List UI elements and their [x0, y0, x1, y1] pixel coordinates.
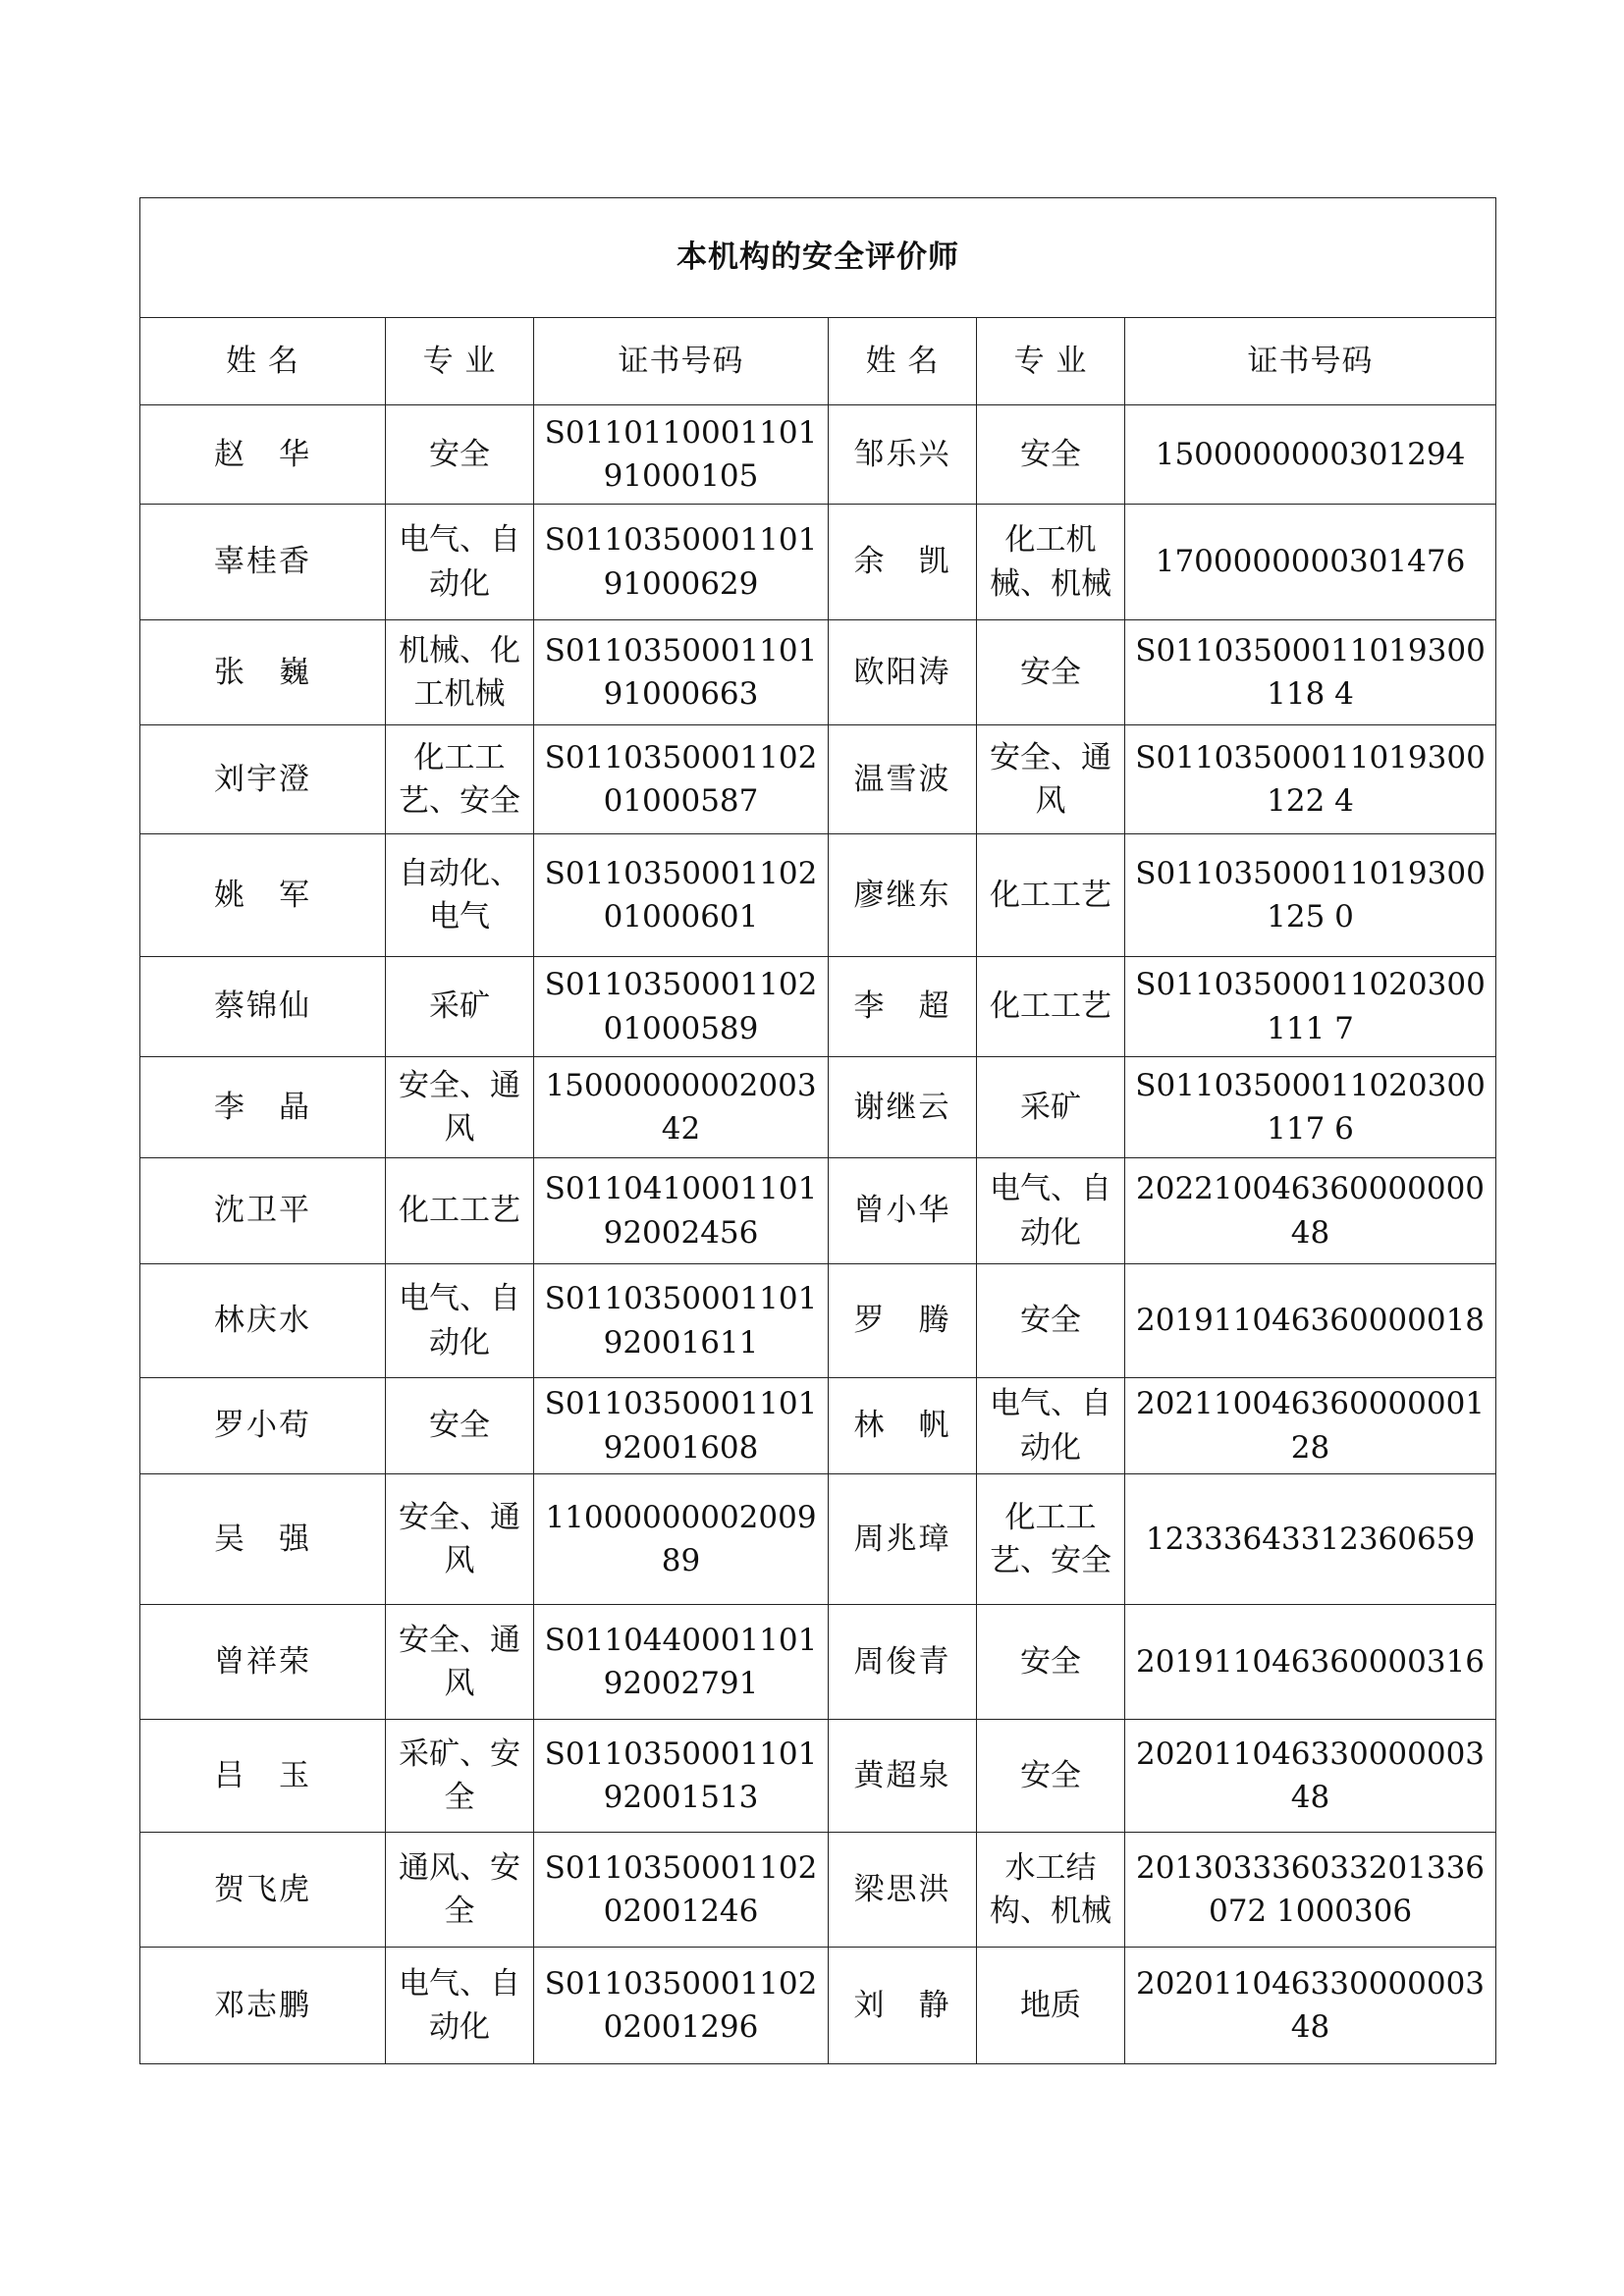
- right-name-cell: 罗 腾: [829, 1264, 977, 1378]
- left-name-cell: 蔡锦仙: [140, 957, 386, 1057]
- left-major-cell: 安全、通风: [386, 1474, 534, 1605]
- evaluator-table: [139, 197, 1496, 2064]
- left-name-cell: 曾祥荣: [140, 1605, 386, 1720]
- right-name-cell: 刘 静: [829, 1948, 977, 2064]
- right-cert-cell: 20211004636000000128: [1125, 1378, 1496, 1474]
- right-name-cell: 谢继云: [829, 1057, 977, 1158]
- right-major-cell: 水工结构、机械: [977, 1833, 1125, 1948]
- right-name-cell: 欧阳涛: [829, 620, 977, 725]
- left-name-cell: 赵 华: [140, 405, 386, 505]
- header-cert: 证书号码: [534, 318, 829, 405]
- left-name-cell: 沈卫平: [140, 1158, 386, 1264]
- right-major-cell: 化工工艺: [977, 834, 1125, 957]
- right-cert-cell: 201911046360000316: [1125, 1605, 1496, 1720]
- header-cert-2: 证书号码: [1125, 318, 1496, 405]
- left-cert-cell: 1100000000200989: [534, 1474, 829, 1605]
- left-major-cell: 采矿: [386, 957, 534, 1057]
- left-name-cell: 贺飞虎: [140, 1833, 386, 1948]
- right-name-cell: 曾小华: [829, 1158, 977, 1264]
- right-cert-cell: 1700000000301476: [1125, 505, 1496, 620]
- right-major-cell: 采矿: [977, 1057, 1125, 1158]
- left-name-cell: 姚 军: [140, 834, 386, 957]
- right-name-cell: 林 帆: [829, 1378, 977, 1474]
- header-major: 专 业: [386, 318, 534, 405]
- left-name-cell: 吴 强: [140, 1474, 386, 1605]
- left-major-cell: 安全、通风: [386, 1605, 534, 1720]
- table-row: [140, 1264, 1496, 1378]
- left-major-cell: 通风、安全: [386, 1833, 534, 1948]
- left-major-cell: 机械、化工机械: [386, 620, 534, 725]
- right-major-cell: 电气、自动化: [977, 1378, 1125, 1474]
- header-name: 姓 名: [140, 318, 386, 405]
- left-cert-cell: S011035000110191000629: [534, 505, 829, 620]
- right-name-cell: 周兆璋: [829, 1474, 977, 1605]
- right-name-cell: 梁思洪: [829, 1833, 977, 1948]
- table-row: [140, 1158, 1496, 1264]
- left-major-cell: 安全、通风: [386, 1057, 534, 1158]
- right-major-cell: 地质: [977, 1948, 1125, 2064]
- left-major-cell: 自动化、电气: [386, 834, 534, 957]
- right-name-cell: 李 超: [829, 957, 977, 1057]
- left-major-cell: 电气、自动化: [386, 1948, 534, 2064]
- table-row: [140, 725, 1496, 834]
- table-row: [140, 505, 1496, 620]
- left-cert-cell: S011035000110191000663: [534, 620, 829, 725]
- left-major-cell: 电气、自动化: [386, 505, 534, 620]
- table-row: [140, 834, 1496, 957]
- left-cert-cell: S011035000110192001608: [534, 1378, 829, 1474]
- table-row: [140, 957, 1496, 1057]
- right-name-cell: 邹乐兴: [829, 405, 977, 505]
- table-row: [140, 1720, 1496, 1833]
- right-cert-cell: S01103500011019300118 4: [1125, 620, 1496, 725]
- right-major-cell: 化工工艺: [977, 957, 1125, 1057]
- left-name-cell: 刘宇澄: [140, 725, 386, 834]
- left-cert-cell: S011035000110202001246: [534, 1833, 829, 1948]
- table-row: [140, 1057, 1496, 1158]
- left-cert-cell: S011035000110192001611: [534, 1264, 829, 1378]
- right-major-cell: 安全: [977, 405, 1125, 505]
- right-name-cell: 廖继东: [829, 834, 977, 957]
- left-major-cell: 安全: [386, 405, 534, 505]
- right-cert-cell: 20201104633000000348: [1125, 1948, 1496, 2064]
- table-row: [140, 1605, 1496, 1720]
- right-major-cell: 安全: [977, 1264, 1125, 1378]
- left-name-cell: 李 晶: [140, 1057, 386, 1158]
- right-major-cell: 化工机械、机械: [977, 505, 1125, 620]
- right-cert-cell: 20201104633000000348: [1125, 1720, 1496, 1833]
- right-major-cell: 电气、自动化: [977, 1158, 1125, 1264]
- table-row: [140, 405, 1496, 505]
- right-name-cell: 余 凯: [829, 505, 977, 620]
- left-cert-cell: S011044000110192002791: [534, 1605, 829, 1720]
- right-cert-cell: S01103500011020300111 7: [1125, 957, 1496, 1057]
- left-cert-cell: S011011000110191000105: [534, 405, 829, 505]
- table-title: 本机构的安全评价师: [140, 198, 1496, 318]
- left-cert-cell: S011035000110201000589: [534, 957, 829, 1057]
- left-name-cell: 张 巍: [140, 620, 386, 725]
- left-name-cell: 邓志鹏: [140, 1948, 386, 2064]
- left-cert-cell: 1500000000200342: [534, 1057, 829, 1158]
- header-row: [140, 318, 1496, 405]
- left-name-cell: 罗小苟: [140, 1378, 386, 1474]
- right-major-cell: 安全: [977, 1720, 1125, 1833]
- left-name-cell: 林庆水: [140, 1264, 386, 1378]
- header-name-2: 姓 名: [829, 318, 977, 405]
- right-cert-cell: 20221004636000000048: [1125, 1158, 1496, 1264]
- left-name-cell: 吕 玉: [140, 1720, 386, 1833]
- table-row: [140, 1474, 1496, 1605]
- left-cert-cell: S011035000110192001513: [534, 1720, 829, 1833]
- title-row: [140, 198, 1496, 318]
- table-row: [140, 1948, 1496, 2064]
- right-cert-cell: 1500000000301294: [1125, 405, 1496, 505]
- left-major-cell: 化工工艺: [386, 1158, 534, 1264]
- table-row: [140, 1833, 1496, 1948]
- table-row: [140, 620, 1496, 725]
- left-cert-cell: S011035000110201000587: [534, 725, 829, 834]
- right-major-cell: 安全、通风: [977, 725, 1125, 834]
- left-cert-cell: S011035000110201000601: [534, 834, 829, 957]
- right-cert-cell: 12333643312360659: [1125, 1474, 1496, 1605]
- left-major-cell: 化工工艺、安全: [386, 725, 534, 834]
- right-name-cell: 温雪波: [829, 725, 977, 834]
- right-cert-cell: 201911046360000018: [1125, 1264, 1496, 1378]
- right-cert-cell: 201303336033201336072 1000306: [1125, 1833, 1496, 1948]
- right-major-cell: 化工工艺、安全: [977, 1474, 1125, 1605]
- right-major-cell: 安全: [977, 620, 1125, 725]
- left-major-cell: 电气、自动化: [386, 1264, 534, 1378]
- right-name-cell: 周俊青: [829, 1605, 977, 1720]
- right-cert-cell: S01103500011019300122 4: [1125, 725, 1496, 834]
- header-major-2: 专 业: [977, 318, 1125, 405]
- right-cert-cell: S01103500011019300125 0: [1125, 834, 1496, 957]
- left-name-cell: 辜桂香: [140, 505, 386, 620]
- right-major-cell: 安全: [977, 1605, 1125, 1720]
- table-row: [140, 1378, 1496, 1474]
- left-cert-cell: S011035000110202001296: [534, 1948, 829, 2064]
- left-major-cell: 采矿、安全: [386, 1720, 534, 1833]
- right-name-cell: 黄超泉: [829, 1720, 977, 1833]
- right-cert-cell: S01103500011020300117 6: [1125, 1057, 1496, 1158]
- left-cert-cell: S011041000110192002456: [534, 1158, 829, 1264]
- left-major-cell: 安全: [386, 1378, 534, 1474]
